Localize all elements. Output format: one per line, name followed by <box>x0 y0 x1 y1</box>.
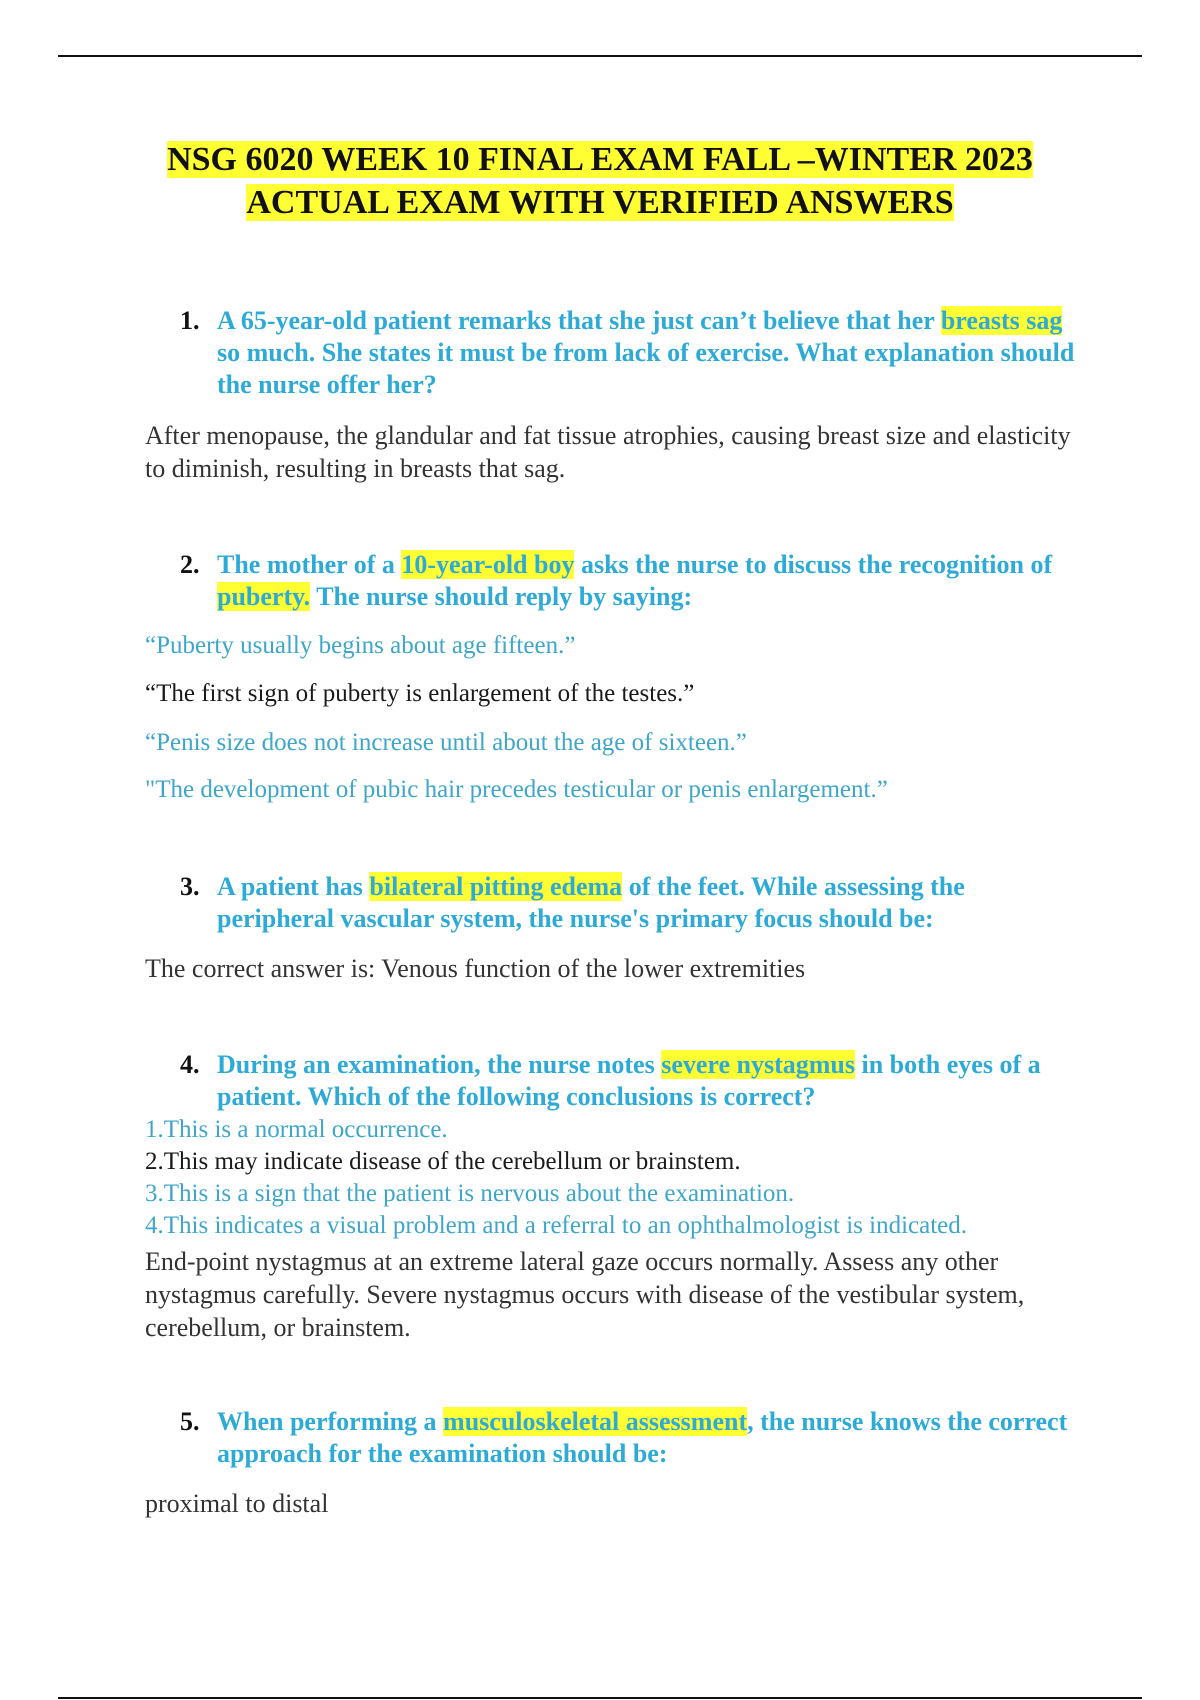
question-text: When performing a musculoskeletal assessment, the nurse knows the correct approach for the examination should be: <box>217 1407 1068 1468</box>
title-line-2: ACTUAL EXAM WITH VERIFIED ANSWERS <box>246 184 954 221</box>
question-4 <box>180 1049 1080 1113</box>
option-1: 1.This is a normal occurrence. <box>145 1116 448 1143</box>
highlight: puberty. <box>217 582 311 611</box>
bottom-rule <box>58 1697 1142 1699</box>
question-5 <box>180 1406 1080 1470</box>
highlight: bilateral pitting edema <box>369 872 623 901</box>
question-text: During an examination, the nurse notes severe nystagmus in both eyes of a patient. Which of the following conclusions is correct? <box>217 1050 1041 1111</box>
highlight: breasts sag <box>940 306 1063 335</box>
question-text: A 65-year-old patient remarks that she just can’t believe that her breasts sag so much. She states it must be from lack of exercise. What explanation should the nurse offer her? <box>217 306 1075 399</box>
answer-4: End-point nystagmus at an extreme lateral gaze occurs normally. Assess any other nystagmus carefully. Severe nystagmus occurs with disease of the vestibular system, cerebellum, or brainstem. <box>145 1247 1025 1342</box>
top-rule <box>58 55 1142 57</box>
highlight: musculoskeletal assessment <box>443 1407 748 1436</box>
highlight: 10-year-old boy <box>401 550 575 579</box>
option-3: 3.This is a sign that the patient is nervous about the examination. <box>145 1180 795 1207</box>
document-title <box>0 138 1200 224</box>
question-2 <box>180 549 1080 613</box>
answer-5: proximal to distal <box>145 1489 329 1518</box>
answer-1: After menopause, the glandular and fat tissue atrophies, causing breast size and elasticity to diminish, resulting in breasts that sag. <box>145 421 1071 483</box>
option-4: "The development of pubic hair precedes testicular or penis enlargement.” <box>145 776 888 803</box>
option-1: “Puberty usually begins about age fifteen.” <box>145 632 576 659</box>
option-2: 2.This may indicate disease of the cerebellum or brainstem. <box>145 1148 741 1175</box>
question-number: 2. <box>180 550 200 579</box>
highlight: severe nystagmus <box>661 1050 855 1079</box>
question-1 <box>180 305 1080 401</box>
question-text: The mother of a 10-year-old boy asks the nurse to discuss the recognition of puberty. The nurse should reply by saying: <box>217 550 1053 611</box>
question-text: A patient has bilateral pitting edema of the feet. While assessing the peripheral vascular system, the nurse's primary focus should be: <box>217 872 965 933</box>
title-line-1: NSG 6020 WEEK 10 FINAL EXAM FALL –WINTER 2023 <box>167 141 1033 178</box>
option-4: 4.This indicates a visual problem and a referral to an ophthalmologist is indicated. <box>145 1212 967 1239</box>
question-number: 4. <box>180 1050 200 1079</box>
question-number: 3. <box>180 872 200 901</box>
answer-3: The correct answer is: Venous function of the lower extremities <box>145 954 806 983</box>
option-2: “The first sign of puberty is enlargement of the testes.” <box>145 680 695 707</box>
question-3 <box>180 871 1080 935</box>
option-3: “Penis size does not increase until about the age of sixteen.” <box>145 729 747 756</box>
question-number: 5. <box>180 1407 200 1436</box>
question-number: 1. <box>180 306 200 335</box>
